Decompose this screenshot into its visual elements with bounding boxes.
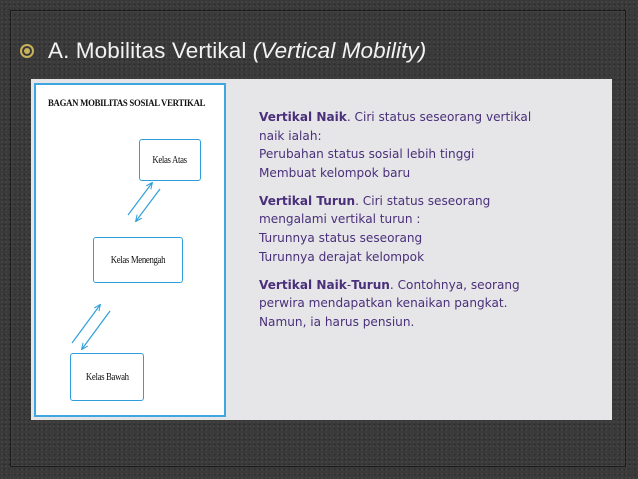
term-vertikal-turun: Vertikal Turun: [259, 193, 356, 208]
box-kelas-menengah: [93, 237, 183, 283]
box-kelas-atas: [139, 139, 201, 181]
arrow-up-lower: [72, 305, 100, 343]
slide-title: [48, 38, 426, 64]
arrow-up-upper: [128, 183, 152, 215]
p3-line3: Namun, ia harus pensiun.: [259, 314, 415, 329]
title-italic-text: (Vertical Mobility): [252, 38, 427, 63]
p2-line3: Turunnya status seseorang: [259, 231, 423, 246]
p2-line4: Turunnya derajat kelompok: [259, 249, 425, 264]
box-kelas-menengah-label: Kelas Menengah: [110, 254, 166, 266]
p1-line4: Membuat kelompok baru: [259, 165, 411, 180]
term-vertikal-naik-2: Vertikal Naik: [259, 277, 347, 292]
box-kelas-atas-label: Kelas Atas: [152, 154, 188, 166]
content-text: [259, 108, 609, 341]
box-kelas-bawah: [70, 353, 144, 401]
p3-line2: perwira mendapatkan kenaikan pangkat.: [259, 296, 508, 311]
p1-line1-rest: . Ciri status seseorang vertikal: [346, 110, 532, 124]
p1-line2: naik ialah:: [259, 128, 322, 143]
paragraph-vertikal-turun: [259, 192, 609, 266]
bullet-circle-icon: [20, 44, 34, 58]
box-kelas-bawah-label: Kelas Bawah: [85, 371, 129, 383]
slide-title-row: [20, 36, 426, 66]
diagram-title: BAGAN MOBILITAS SOSIAL VERTIKAL: [48, 99, 206, 109]
arrow-down-lower: [82, 311, 110, 349]
p2-line1-rest: . Ciri status seseorang: [355, 193, 491, 208]
p1-line3: Perubahan status sosial lebih tinggi: [259, 147, 475, 162]
term-vertikal-naik: Vertikal Naik: [259, 110, 347, 124]
paragraph-vertikal-naik-turun: [259, 276, 609, 332]
paragraph-vertikal-naik: [259, 108, 609, 182]
title-main-text: A. Mobilitas Vertikal: [48, 38, 253, 63]
term-dash: -: [346, 277, 352, 292]
p2-line2: mengalami vertikal turun :: [259, 212, 421, 227]
p3-line1-rest: . Contohnya, seorang: [389, 277, 520, 292]
arrow-down-upper: [136, 189, 160, 221]
term-turun: Turun: [351, 277, 390, 292]
mobility-diagram: [34, 83, 226, 417]
